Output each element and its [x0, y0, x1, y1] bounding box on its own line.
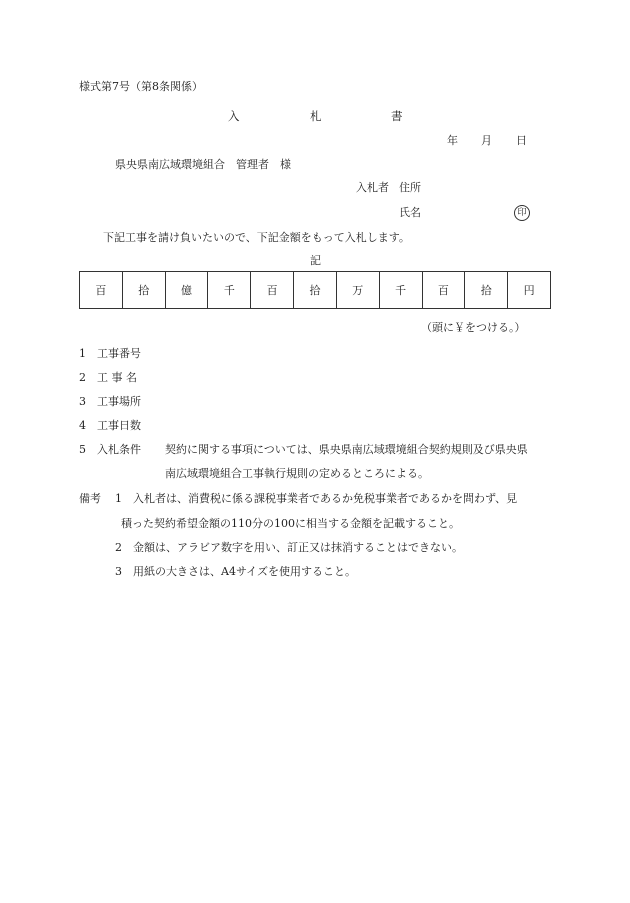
item-number: 4 [79, 419, 86, 432]
item-label: 工事番号 [97, 347, 141, 360]
title-char-3: 書 [391, 109, 403, 123]
item-label: 工事場所 [97, 395, 141, 408]
unit-cell[interactable]: 円 [508, 272, 551, 309]
amount-row [80, 272, 551, 309]
remark-text-line2: 積った契約希望金額の110分の100に相当する金額を記載すること。 [121, 517, 460, 530]
date-year: 年 [447, 134, 458, 147]
item-number: 3 [79, 395, 86, 408]
unit-cell[interactable]: 百 [251, 272, 294, 309]
remark-number: 2 [115, 541, 122, 554]
remark-text-line1: 入札者は、消費税に係る課税事業者であるか免税事業者であるかを問わず、見 [133, 492, 518, 505]
unit-cell[interactable]: 千 [208, 272, 251, 309]
addressee: 県央県南広域環境組合 管理者 様 [115, 158, 291, 171]
remark-text: 金額は、アラビア数字を用い、訂正又は抹消することはできない。 [133, 541, 463, 554]
unit-cell[interactable]: 千 [379, 272, 422, 309]
remark-text: 用紙の大きさは、A4サイズを使用すること。 [133, 565, 357, 578]
remark-number: 1 [115, 492, 122, 505]
unit-cell[interactable]: 万 [336, 272, 379, 309]
bidder-name-label: 氏名 [399, 206, 421, 219]
unit-cell[interactable]: 百 [422, 272, 465, 309]
condition-label: 入札条件 [97, 443, 141, 456]
remarks-label: 備考 [79, 492, 101, 505]
unit-cell[interactable]: 拾 [294, 272, 337, 309]
bidder-label: 入札者 [356, 181, 389, 194]
item-label: 工事日数 [97, 419, 141, 432]
remark-number: 3 [115, 565, 122, 578]
condition-text-line2: 南広域環境組合工事執行規則の定めるところによる。 [165, 467, 429, 480]
unit-cell[interactable]: 拾 [465, 272, 508, 309]
date-day: 日 [516, 134, 527, 147]
date-month: 月 [481, 134, 492, 147]
intro-text: 下記工事を請け負いたいので、下記金額をもって入札します。 [103, 231, 410, 244]
item-number: 1 [79, 347, 86, 360]
ki-heading: 記 [310, 254, 321, 267]
item-number: 2 [79, 371, 86, 384]
unit-cell[interactable]: 億 [165, 272, 208, 309]
condition-text-line1: 契約に関する事項については、県央県南広域環境組合契約規則及び県央県 [165, 443, 528, 456]
title-char-2: 札 [310, 109, 322, 123]
unit-cell[interactable]: 百 [80, 272, 123, 309]
amount-table [79, 271, 551, 309]
form-number: 様式第7号（第8条関係） [79, 80, 203, 93]
condition-number: 5 [79, 443, 86, 456]
unit-cell[interactable]: 拾 [122, 272, 165, 309]
title-char-1: 入 [228, 109, 240, 123]
document-title [0, 109, 630, 123]
bidder-address-label: 住所 [399, 181, 421, 194]
seal-mark: 印 [514, 205, 530, 221]
item-label: 工 事 名 [97, 371, 137, 384]
amount-note: （頭に￥をつける。） [421, 321, 526, 334]
